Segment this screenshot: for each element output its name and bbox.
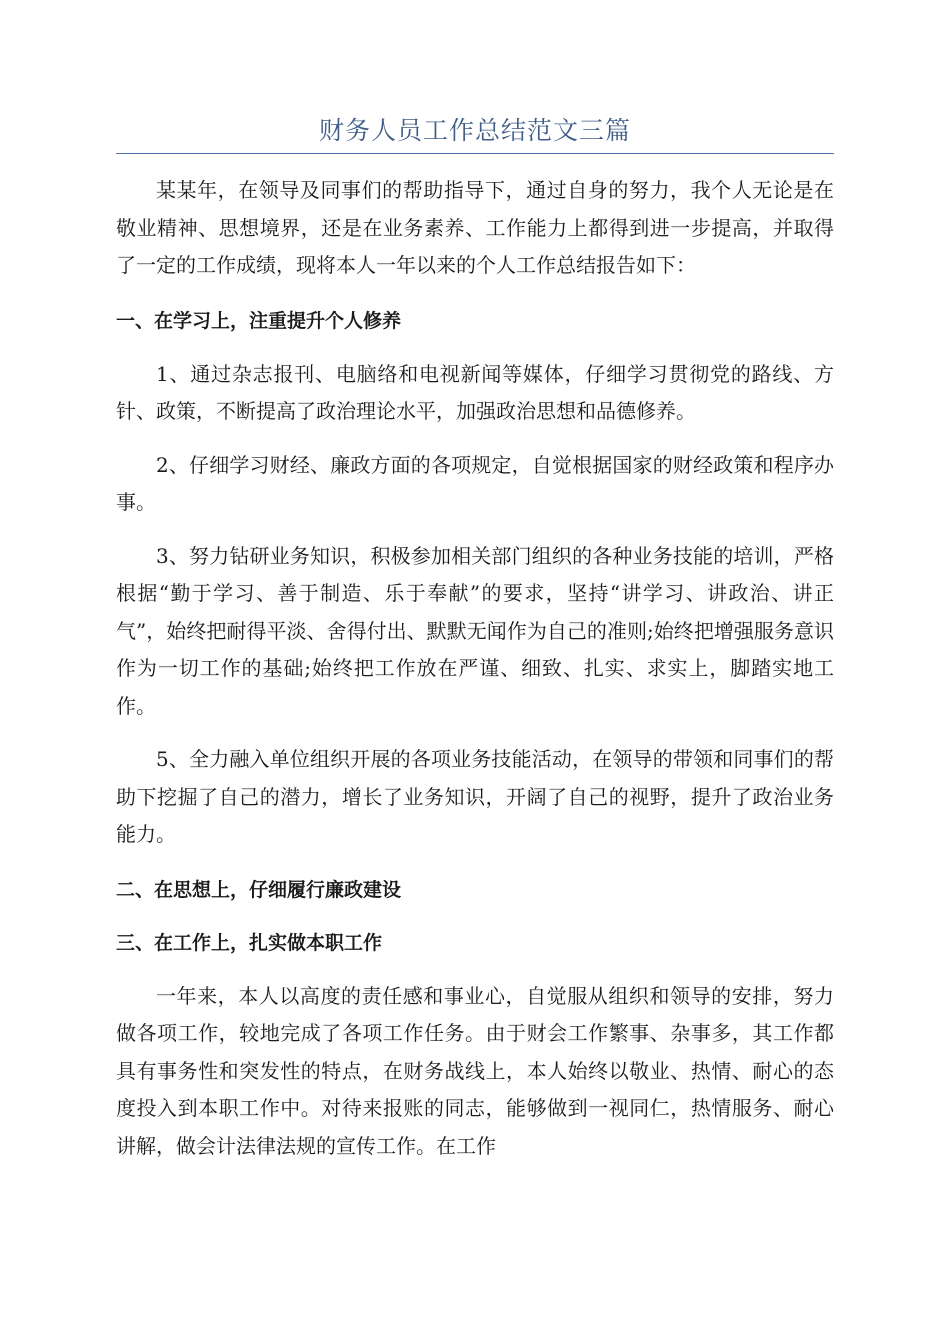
section-heading-2: 二、在思想上，仔细履行廉政建设: [116, 878, 402, 901]
intro-paragraph: 某某年，在领导及同事们的帮助指导下，通过自身的努力，我个人无论是在敬业精神、思想境界，还是在业务素养、工作能力上都得到进一步提高，并取得了一定的工作成绩，现将本人一年以来的个人工作总结报告如下：: [116, 178, 834, 277]
document-title: 财务人员工作总结范文三篇: [318, 116, 631, 145]
document-body: [116, 172, 834, 1165]
list-item-1: 1、通过杂志报刊、电脑络和电视新闻等媒体，仔细学习贯彻党的路线、方针、政策，不断提高了政治理论水平，加强政治思想和品德修养。: [116, 361, 834, 423]
list-item-3: 3、努力钻研业务知识，积极参加相关部门组织的各种业务技能的培训，严格根据“勤于学习、善于制造、乐于奉献”的要求，坚持“讲学习、讲政治、讲正气”，始终把耐得平淡、舍得付出、默默无闻作为自己的准则;始终把增强服务意识作为一切工作的基础;始终把工作放在严谨、细致、扎实、求实上，脚踏实地工作。: [116, 543, 834, 718]
title-underline: [116, 153, 834, 154]
list-item-2: 2、仔细学习财经、廉政方面的各项规定，自觉根据国家的财经政策和程序办事。: [116, 452, 834, 514]
list-item-5: 5、全力融入单位组织开展的各项业务技能活动，在领导的带领和同事们的帮助下挖掘了自己的潜力，增长了业务知识，开阔了自己的视野，提升了政治业务能力。: [116, 747, 834, 846]
section-heading-1: 一、在学习上，注重提升个人修养: [116, 309, 402, 332]
section-3-paragraph: 一年来，本人以高度的责任感和事业心，自觉服从组织和领导的安排，努力做各项工作，较地完成了各项工作任务。由于财会工作繁事、杂事多，其工作都具有事务性和突发性的特点，在财务战线上，本人始终以敬业、热情、耐心的态度投入到本职工作中。对待来报账的同志，能够做到一视同仁，热情服务、耐心讲解，做会计法律法规的宣传工作。在工作: [116, 983, 834, 1158]
section-heading-3: 三、在工作上，扎实做本职工作: [116, 931, 383, 954]
